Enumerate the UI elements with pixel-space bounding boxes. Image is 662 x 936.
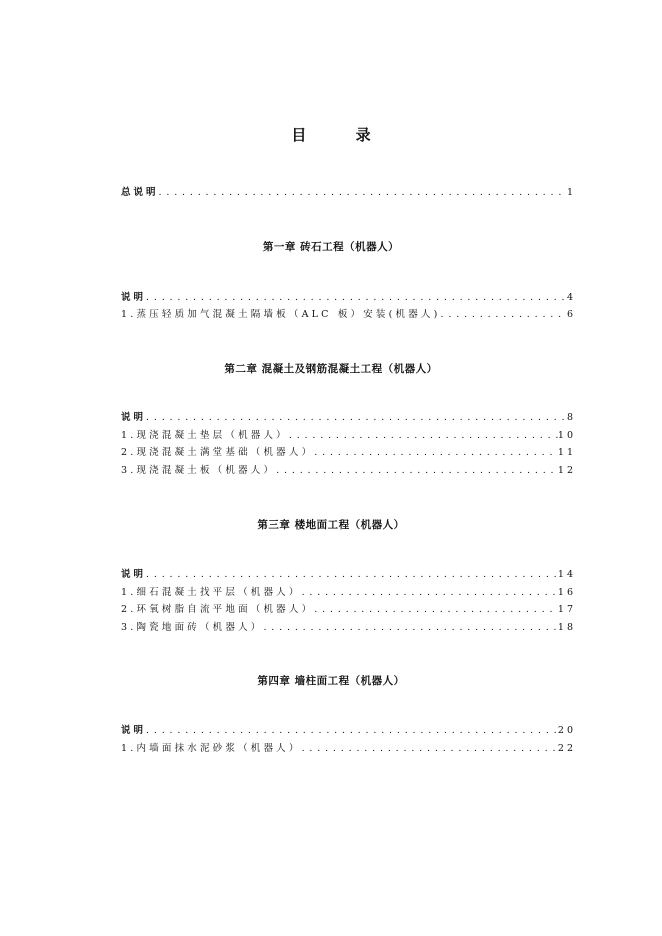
- toc-entry-page: 17: [557, 604, 576, 615]
- toc-entry-label: 说明: [121, 292, 147, 303]
- toc-leader-dots: [314, 446, 558, 460]
- toc-entry-page: 10: [557, 430, 576, 441]
- toc-leader-dots: [276, 464, 558, 478]
- page-title: 目 录: [291, 126, 393, 144]
- chapter-heading-2: 第二章 混凝土及钢筋混凝土工程（机器人）: [224, 363, 438, 375]
- toc-entry-page: 22: [557, 743, 576, 754]
- toc-entry[interactable]: [121, 724, 576, 738]
- toc-entry[interactable]: [121, 568, 576, 582]
- toc-entry-label: 说明: [121, 569, 147, 580]
- toc-leader-dots: [263, 621, 557, 635]
- chapter-heading-3: 第三章 楼地面工程（机器人）: [257, 519, 405, 531]
- toc-entry[interactable]: [121, 742, 576, 756]
- toc-entry[interactable]: [121, 411, 576, 425]
- toc-entry-page: 12: [557, 465, 576, 476]
- toc-entry[interactable]: [121, 621, 576, 635]
- toc-entry[interactable]: [121, 464, 576, 478]
- toc-entry-page: 4: [566, 292, 576, 303]
- toc-entry-label: 3.现浇混凝土板（机器人）: [121, 465, 277, 476]
- chapter-heading-4: 第四章 墙柱面工程（机器人）: [257, 675, 405, 687]
- toc-entry[interactable]: [121, 308, 576, 322]
- toc-leader-dots: [302, 742, 558, 756]
- toc-entry-label: 2.现浇混凝土满堂基础（机器人）: [121, 447, 315, 458]
- toc-leader-dots: [146, 724, 558, 738]
- toc-entry-page: 20: [557, 725, 576, 736]
- toc-entry-overview[interactable]: [121, 186, 576, 200]
- toc-entry-label: 1.内墙面抹水泥砂浆（机器人）: [121, 743, 302, 754]
- toc-entry[interactable]: [121, 586, 576, 600]
- toc-entry-label: 说明: [121, 412, 147, 423]
- toc-entry[interactable]: [121, 603, 576, 617]
- toc-entry-page: 6: [566, 309, 576, 320]
- toc-entry-page: 18: [557, 622, 576, 633]
- toc-entry-label: 3.陶瓷地面砖（机器人）: [121, 622, 264, 633]
- toc-entry-label: 总说明: [121, 187, 159, 198]
- toc-leader-dots: [146, 568, 558, 582]
- toc-leader-dots: [146, 291, 567, 305]
- toc-entry-page: 1: [566, 187, 576, 198]
- toc-entry-page: 14: [557, 569, 576, 580]
- chapter-heading-1: 第一章 砖石工程（机器人）: [262, 241, 400, 253]
- toc-entry[interactable]: [121, 446, 576, 460]
- toc-entry[interactable]: [121, 429, 576, 443]
- toc-leader-dots: [302, 586, 558, 600]
- toc-entry-label: 1.现浇混凝土垫层（机器人）: [121, 430, 289, 441]
- toc-leader-dots: [159, 186, 567, 200]
- toc-entry-label: 1.蒸压轻质加气混凝土隔墙板（ALC 板）安装(机器人): [121, 309, 441, 320]
- toc-leader-dots: [441, 308, 567, 322]
- toc-leader-dots: [289, 429, 558, 443]
- toc-entry[interactable]: [121, 291, 576, 305]
- toc-entry-page: 11: [557, 447, 576, 458]
- toc-leader-dots: [146, 411, 567, 425]
- toc-entry-page: 8: [566, 412, 576, 423]
- toc-entry-label: 2.环氧树脂自流平地面（机器人）: [121, 604, 315, 615]
- toc-entry-label: 说明: [121, 725, 147, 736]
- toc-entry-page: 16: [557, 587, 576, 598]
- toc-entry-label: 1.细石混凝土找平层（机器人）: [121, 587, 302, 598]
- toc-leader-dots: [314, 603, 558, 617]
